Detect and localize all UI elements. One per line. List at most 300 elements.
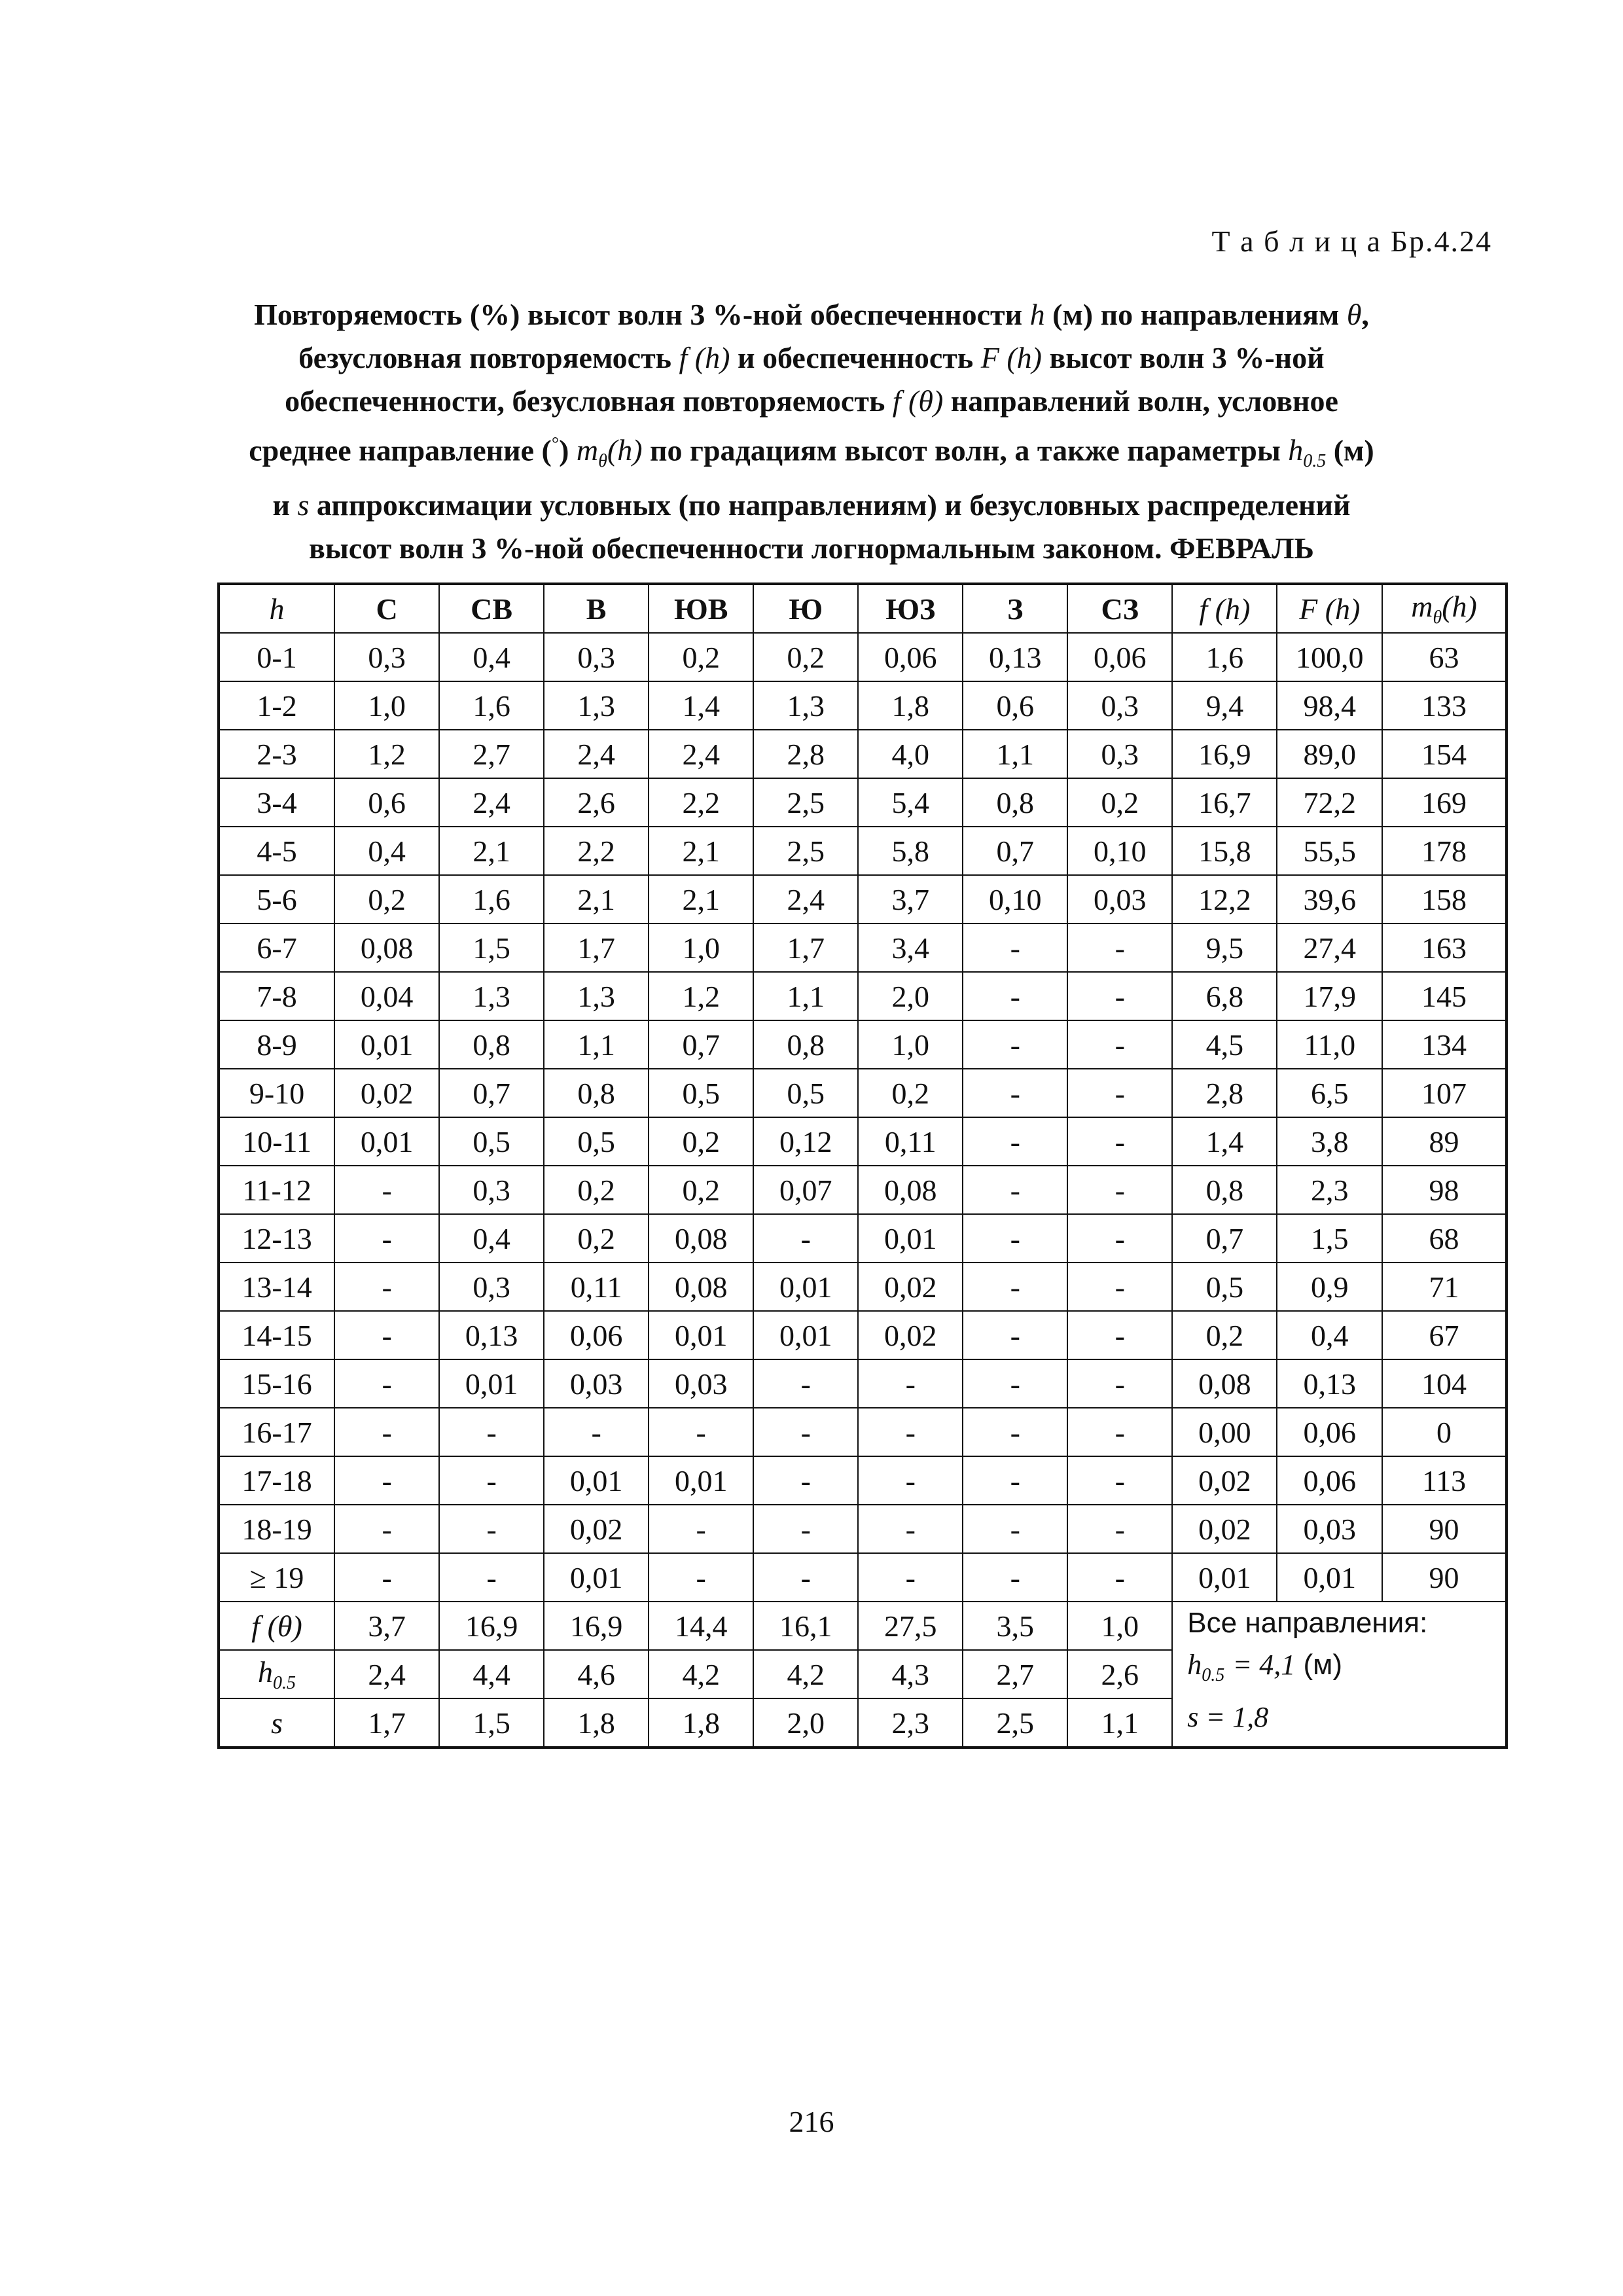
table-cell: - [753, 1408, 858, 1456]
table-label: Т а б л и ц а Бр.4.24 [1211, 224, 1492, 258]
row-height-range: 11-12 [219, 1166, 334, 1214]
table-cell: 100,0 [1277, 633, 1382, 681]
table-cell: - [753, 1214, 858, 1263]
table-cell: 145 [1382, 972, 1507, 1020]
table-cell: 2,8 [1172, 1069, 1277, 1117]
table-cell: 1,1 [544, 1020, 649, 1069]
table-cell: - [963, 1553, 1067, 1602]
row-height-range: 12-13 [219, 1214, 334, 1263]
header-dir: СЗ [1067, 584, 1172, 633]
table-cell: - [439, 1505, 544, 1553]
header-dir: С [334, 584, 439, 633]
table-cell: 1,5 [439, 1698, 544, 1748]
table-cell: 1,6 [1172, 633, 1277, 681]
table-cell: 16,9 [439, 1602, 544, 1650]
table-cell: 6,8 [1172, 972, 1277, 1020]
caption-line-4: среднее направление $(^\circ)$ $m_\theta(h)$ по градациям высот волн, а также параметры $h_{0.5}$ (м) [249, 433, 1374, 472]
table-row [219, 778, 1507, 827]
table-cell: - [858, 1505, 963, 1553]
table-cell: 0,4 [439, 1214, 544, 1263]
table-cell: 0,7 [649, 1020, 753, 1069]
table-cell: 0,08 [1172, 1359, 1277, 1408]
table-cell: 1,0 [858, 1020, 963, 1069]
header-dir: З [963, 584, 1067, 633]
table-cell: - [1067, 1553, 1172, 1602]
table-cell: 63 [1382, 633, 1507, 681]
table-cell: 1,3 [439, 972, 544, 1020]
table-row [219, 924, 1507, 972]
row-height-range: 14-15 [219, 1311, 334, 1359]
table-cell: - [1067, 1408, 1172, 1456]
table-cell: 27,5 [858, 1602, 963, 1650]
table-cell: - [1067, 1456, 1172, 1505]
row-height-range: 0-1 [219, 633, 334, 681]
table-caption [196, 293, 1427, 570]
table-row [219, 1408, 1507, 1456]
table-cell: - [1067, 1069, 1172, 1117]
row-height-range: 13-14 [219, 1263, 334, 1311]
table-cell: - [963, 1117, 1067, 1166]
table-cell: - [439, 1553, 544, 1602]
row-height-range: 6-7 [219, 924, 334, 972]
table-cell: - [439, 1456, 544, 1505]
row-height-range: ≥ 19 [219, 1553, 334, 1602]
table-cell: 0,08 [649, 1263, 753, 1311]
table-cell: - [963, 1069, 1067, 1117]
table-cell: - [963, 1263, 1067, 1311]
table-cell: 2,5 [753, 778, 858, 827]
table-row [219, 681, 1507, 730]
table-cell: 0,2 [544, 1214, 649, 1263]
table-cell: 104 [1382, 1359, 1507, 1408]
table-cell: - [1067, 924, 1172, 972]
table-cell: 0,06 [1067, 633, 1172, 681]
table-cell: 1,4 [1172, 1117, 1277, 1166]
table-cell: 4,6 [544, 1650, 649, 1698]
table-cell: 1,8 [544, 1698, 649, 1748]
table-cell: - [963, 1456, 1067, 1505]
table-cell: - [858, 1553, 963, 1602]
table-cell: 1,4 [649, 681, 753, 730]
table-cell: 1,1 [753, 972, 858, 1020]
table-cell: 3,4 [858, 924, 963, 972]
table-cell: 1,8 [649, 1698, 753, 1748]
table-cell: - [544, 1408, 649, 1456]
table-row [219, 1166, 1507, 1214]
row-height-range: 1-2 [219, 681, 334, 730]
table-cell: - [858, 1359, 963, 1408]
table-row [219, 1263, 1507, 1311]
table-cell: 0,5 [439, 1117, 544, 1166]
table-cell: 134 [1382, 1020, 1507, 1069]
table-cell: 0,01 [1277, 1553, 1382, 1602]
table-cell: 0,10 [963, 875, 1067, 924]
table-cell: 0,8 [753, 1020, 858, 1069]
table-cell: - [753, 1505, 858, 1553]
row-label: s [219, 1698, 334, 1748]
table-cell: 0,02 [544, 1505, 649, 1553]
table-cell: 1,5 [1277, 1214, 1382, 1263]
table-cell: 4,3 [858, 1650, 963, 1698]
table-cell: 0,06 [544, 1311, 649, 1359]
table-cell: 2,0 [858, 972, 963, 1020]
table-cell: - [963, 1408, 1067, 1456]
table-cell: 1,3 [544, 681, 649, 730]
table-cell: 90 [1382, 1553, 1507, 1602]
table-cell: 3,5 [963, 1602, 1067, 1650]
table-cell: 0,08 [649, 1214, 753, 1263]
table-cell: 1,7 [334, 1698, 439, 1748]
table-cell: 0,11 [858, 1117, 963, 1166]
table-cell: 16,1 [753, 1602, 858, 1650]
table-cell: 0,12 [753, 1117, 858, 1166]
table-cell: 4,2 [649, 1650, 753, 1698]
table-cell: 0,06 [1277, 1456, 1382, 1505]
table-cell: 0,2 [858, 1069, 963, 1117]
table-cell: 133 [1382, 681, 1507, 730]
table-cell: 2,0 [753, 1698, 858, 1748]
table-cell: 0,01 [544, 1553, 649, 1602]
table-cell: 0,3 [544, 633, 649, 681]
caption-line-6: высот волн 3 %-ной обеспеченности логнормальным законом. ФЕВРАЛЬ [309, 531, 1314, 565]
row-height-range: 4-5 [219, 827, 334, 875]
table-cell: - [963, 972, 1067, 1020]
table-cell: 14,4 [649, 1602, 753, 1650]
table-cell: 0,10 [1067, 827, 1172, 875]
table-row [219, 1020, 1507, 1069]
table-cell: 2,5 [753, 827, 858, 875]
table-body [219, 633, 1507, 1602]
table-row [219, 1359, 1507, 1408]
table-cell: 2,3 [858, 1698, 963, 1748]
table-cell: 3,7 [858, 875, 963, 924]
row-height-range: 3-4 [219, 778, 334, 827]
table-cell: 0,01 [753, 1311, 858, 1359]
table-cell: 0,07 [753, 1166, 858, 1214]
table-row [219, 730, 1507, 778]
table-cell: 71 [1382, 1263, 1507, 1311]
table-cell: 89,0 [1277, 730, 1382, 778]
table-cell: 2,4 [649, 730, 753, 778]
table-cell: - [649, 1408, 753, 1456]
table-cell: 0,5 [1172, 1263, 1277, 1311]
table-cell: 4,2 [753, 1650, 858, 1698]
table-cell: - [1067, 1311, 1172, 1359]
table-cell: 3,8 [1277, 1117, 1382, 1166]
table-cell: 0,5 [753, 1069, 858, 1117]
all-directions-summary [1172, 1602, 1507, 1748]
table-cell: 68 [1382, 1214, 1507, 1263]
table-cell: 0,01 [858, 1214, 963, 1263]
table-cell: 2,8 [753, 730, 858, 778]
table-cell: 2,4 [439, 778, 544, 827]
table-cell: 0,01 [753, 1263, 858, 1311]
table-row [219, 1214, 1507, 1263]
table-cell: 158 [1382, 875, 1507, 924]
header-Fh: F (h) [1277, 584, 1382, 633]
table-cell: 0,8 [963, 778, 1067, 827]
table-cell: 0,2 [544, 1166, 649, 1214]
table-cell: 0,01 [649, 1456, 753, 1505]
table-cell: 0,7 [963, 827, 1067, 875]
table-cell: 15,8 [1172, 827, 1277, 875]
table-cell: 163 [1382, 924, 1507, 972]
table-row [219, 633, 1507, 681]
header-dir: ЮВ [649, 584, 753, 633]
table-cell: 16,9 [1172, 730, 1277, 778]
table-cell: 4,5 [1172, 1020, 1277, 1069]
table-cell: 0,3 [439, 1263, 544, 1311]
table-cell: 0,4 [439, 633, 544, 681]
table-cell: - [334, 1505, 439, 1553]
table-cell: 90 [1382, 1505, 1507, 1553]
table-cell: 16,7 [1172, 778, 1277, 827]
table-cell: 1,1 [1067, 1698, 1172, 1748]
table-cell: 169 [1382, 778, 1507, 827]
row-label: f (θ) [219, 1602, 334, 1650]
table-cell: 0 [1382, 1408, 1507, 1456]
table-cell: - [649, 1553, 753, 1602]
row-height-range: 10-11 [219, 1117, 334, 1166]
table-cell: 0,13 [439, 1311, 544, 1359]
table-cell: - [334, 1553, 439, 1602]
row-height-range: 17-18 [219, 1456, 334, 1505]
table-cell: 55,5 [1277, 827, 1382, 875]
table-row [219, 972, 1507, 1020]
table-row [219, 875, 1507, 924]
table-cell: 2,5 [963, 1698, 1067, 1748]
table-cell: 1,5 [439, 924, 544, 972]
caption-line-1: Повторяемость (%) высот волн 3 %-ной обеспеченности h (м) по направлениям θ, [254, 298, 1369, 331]
table-cell: 2,4 [334, 1650, 439, 1698]
table-cell: 0,06 [858, 633, 963, 681]
table-cell: 5,8 [858, 827, 963, 875]
table-row [219, 1069, 1507, 1117]
table-cell: 0,02 [858, 1263, 963, 1311]
table-cell: 0,6 [963, 681, 1067, 730]
table-cell: 0,03 [649, 1359, 753, 1408]
table-cell: 27,4 [1277, 924, 1382, 972]
table-cell: - [963, 924, 1067, 972]
table-cell: 1,2 [334, 730, 439, 778]
table-cell: 2,1 [649, 827, 753, 875]
table-cell: 12,2 [1172, 875, 1277, 924]
table-cell: 113 [1382, 1456, 1507, 1505]
table-cell: 9,5 [1172, 924, 1277, 972]
table-cell: 0,3 [1067, 681, 1172, 730]
table-cell: 2,3 [1277, 1166, 1382, 1214]
table-cell: 0,7 [1172, 1214, 1277, 1263]
table-cell: 2,2 [649, 778, 753, 827]
table-cell: 5,4 [858, 778, 963, 827]
table-cell: 178 [1382, 827, 1507, 875]
row-height-range: 16-17 [219, 1408, 334, 1456]
row-height-range: 5-6 [219, 875, 334, 924]
table-cell: - [1067, 1359, 1172, 1408]
table-cell: 11,0 [1277, 1020, 1382, 1069]
table-cell: - [1067, 1263, 1172, 1311]
table-cell: 0,3 [1067, 730, 1172, 778]
table-cell: - [334, 1456, 439, 1505]
table-cell: 1,2 [649, 972, 753, 1020]
row-height-range: 9-10 [219, 1069, 334, 1117]
table-cell: 107 [1382, 1069, 1507, 1117]
table-cell: - [334, 1359, 439, 1408]
table-cell: - [753, 1553, 858, 1602]
table-cell: - [649, 1505, 753, 1553]
table-cell: 0,7 [439, 1069, 544, 1117]
header-dir: Ю [753, 584, 858, 633]
table-cell: 0,2 [753, 633, 858, 681]
table-cell: 9,4 [1172, 681, 1277, 730]
table-cell: 0,3 [334, 633, 439, 681]
table-cell: 0,4 [334, 827, 439, 875]
table-cell: - [1067, 972, 1172, 1020]
caption-line-3: обеспеченности, безусловная повторяемость f (θ) направлений волн, условное [285, 384, 1338, 418]
table-cell: 98 [1382, 1166, 1507, 1214]
f-theta-row [219, 1602, 1507, 1650]
caption-line-2: безусловная повторяемость f (h) и обеспеченность F (h) высот волн 3 %-ной [298, 341, 1325, 374]
table-cell: 1,6 [439, 875, 544, 924]
row-height-range: 15-16 [219, 1359, 334, 1408]
table-cell: 154 [1382, 730, 1507, 778]
table-row [219, 1117, 1507, 1166]
table-cell: 67 [1382, 1311, 1507, 1359]
table-cell: - [753, 1456, 858, 1505]
table-cell: 0,11 [544, 1263, 649, 1311]
table-cell: - [963, 1214, 1067, 1263]
table-cell: 2,7 [439, 730, 544, 778]
table-cell: 2,7 [963, 1650, 1067, 1698]
table-cell: 1,3 [544, 972, 649, 1020]
table-cell: 0,5 [649, 1069, 753, 1117]
table-cell: 2,1 [649, 875, 753, 924]
table-cell: 1,7 [753, 924, 858, 972]
header-dir: ЮЗ [858, 584, 963, 633]
table-cell: - [334, 1311, 439, 1359]
table-cell: - [963, 1359, 1067, 1408]
table-cell: 17,9 [1277, 972, 1382, 1020]
table-cell: 2,6 [1067, 1650, 1172, 1698]
row-height-range: 7-8 [219, 972, 334, 1020]
table-cell: 0,2 [649, 1166, 753, 1214]
table-row [219, 1553, 1507, 1602]
table-cell: 0,2 [334, 875, 439, 924]
table-cell: 16,9 [544, 1602, 649, 1650]
table-cell: 0,08 [858, 1166, 963, 1214]
table-cell: - [1067, 1214, 1172, 1263]
table-header-row [219, 584, 1507, 633]
table-cell: 0,03 [544, 1359, 649, 1408]
table-cell: 2,4 [544, 730, 649, 778]
table-cell: 0,3 [439, 1166, 544, 1214]
table-cell: 72,2 [1277, 778, 1382, 827]
table-row [219, 827, 1507, 875]
header-dir: В [544, 584, 649, 633]
table-cell: - [1067, 1166, 1172, 1214]
table-cell: 2,6 [544, 778, 649, 827]
table-cell: 0,2 [1067, 778, 1172, 827]
all-directions-label: Все направления: [1187, 1607, 1428, 1639]
table-cell: - [858, 1408, 963, 1456]
all-directions-h05: $h_{0.5} = 4,1$ (м) [1187, 1649, 1343, 1685]
all-directions-s: s = 1,8 [1187, 1700, 1269, 1733]
table-cell: 2,2 [544, 827, 649, 875]
table-cell: 0,02 [858, 1311, 963, 1359]
table-cell: 0,01 [544, 1456, 649, 1505]
table-cell: 0,8 [1172, 1166, 1277, 1214]
table-row [219, 1311, 1507, 1359]
table-cell: 39,6 [1277, 875, 1382, 924]
table-cell: - [334, 1408, 439, 1456]
table-cell: - [334, 1166, 439, 1214]
table-cell: 0,01 [1172, 1553, 1277, 1602]
table-cell: - [963, 1505, 1067, 1553]
table-cell: 0,8 [544, 1069, 649, 1117]
table-cell: 0,01 [649, 1311, 753, 1359]
table-cell: 6,5 [1277, 1069, 1382, 1117]
header-fh: f (h) [1172, 584, 1277, 633]
table-cell: 0,5 [544, 1117, 649, 1166]
table-cell: 98,4 [1277, 681, 1382, 730]
table-cell: - [1067, 1020, 1172, 1069]
row-height-range: 2-3 [219, 730, 334, 778]
table-cell: - [1067, 1505, 1172, 1553]
table-cell: - [963, 1311, 1067, 1359]
table-cell: 0,01 [439, 1359, 544, 1408]
table-cell: 0,04 [334, 972, 439, 1020]
table-cell: 0,9 [1277, 1263, 1382, 1311]
table-cell: 0,2 [649, 1117, 753, 1166]
header-m-theta: $m_\theta(h)$ [1382, 584, 1507, 633]
table-cell: 0,02 [334, 1069, 439, 1117]
table-cell: - [334, 1263, 439, 1311]
table-cell: 0,8 [439, 1020, 544, 1069]
header-dir: СВ [439, 584, 544, 633]
table-cell: 0,06 [1277, 1408, 1382, 1456]
table-cell: 2,1 [544, 875, 649, 924]
table-cell: 1,1 [963, 730, 1067, 778]
table-cell: 3,7 [334, 1602, 439, 1650]
table-cell: 1,6 [439, 681, 544, 730]
table-cell: 1,7 [544, 924, 649, 972]
table-cell: 0,01 [334, 1020, 439, 1069]
table-cell: 0,02 [1172, 1456, 1277, 1505]
table-cell: 89 [1382, 1117, 1507, 1166]
table-cell: - [1067, 1117, 1172, 1166]
table-cell: 0,13 [1277, 1359, 1382, 1408]
row-label: $h_{0.5}$ [219, 1650, 334, 1698]
table-cell: - [753, 1359, 858, 1408]
table-cell: - [439, 1408, 544, 1456]
page-number: 216 [789, 2105, 834, 2138]
table-cell: - [963, 1166, 1067, 1214]
table-cell: 0,03 [1277, 1505, 1382, 1553]
table-cell: 0,00 [1172, 1408, 1277, 1456]
caption-line-5: и s аппроксимации условных (по направлениям) и безусловных распределений [272, 488, 1351, 522]
row-height-range: 8-9 [219, 1020, 334, 1069]
table-cell: 0,2 [649, 633, 753, 681]
row-height-range: 18-19 [219, 1505, 334, 1553]
table-cell: 0,03 [1067, 875, 1172, 924]
table-cell: - [963, 1020, 1067, 1069]
table-row [219, 1505, 1507, 1553]
table-cell: 1,0 [649, 924, 753, 972]
table-cell: 0,01 [334, 1117, 439, 1166]
header-h: h [219, 584, 334, 633]
table-cell: 0,2 [1172, 1311, 1277, 1359]
table-cell: - [334, 1214, 439, 1263]
